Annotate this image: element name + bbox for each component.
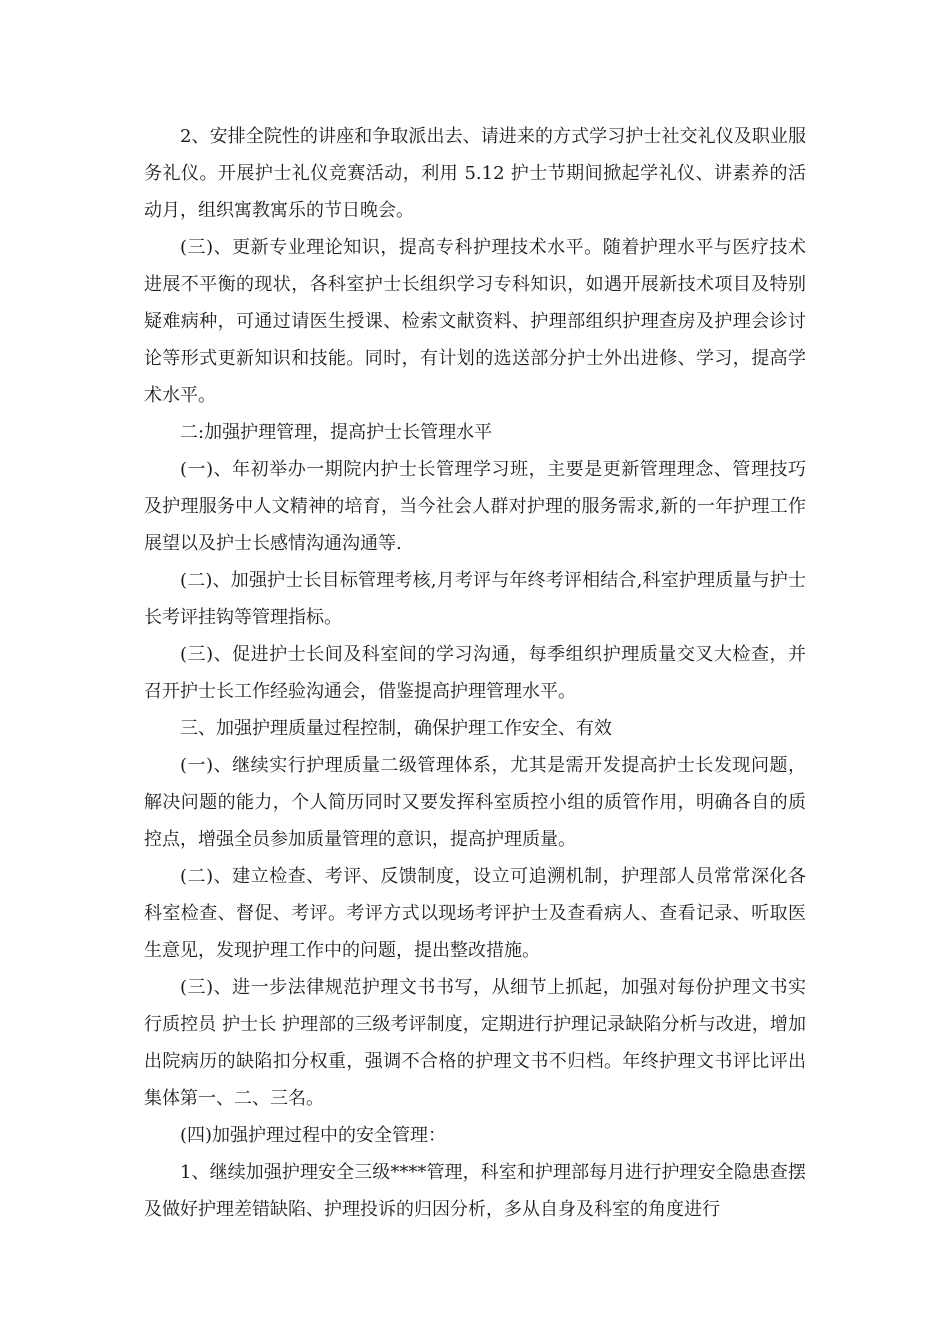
document-body bbox=[144, 118, 806, 1228]
subheading-safety-management: (四)加强护理过程中的安全管理： bbox=[180, 1125, 447, 1146]
paragraph-head-nurse-training: (一)、年初举办一期院内护士长管理学习班，主要是更新管理理念、管理技巧及护理服务中人文精神的培育，当今社会人群对护理的服务需求,新的一年护理工作展望以及护士长感情沟通沟通等. bbox=[144, 459, 806, 554]
paragraph-professional-knowledge: (三)、更新专业理论知识，提高专科护理技术水平。随着护理水平与医疗技术进展不平衡的现状，各科室护士长组织学习专科知识，如遇开展新技术项目及特别疑难病种，可通过请医生授课、检索文献资料、护理部组织护理查房及护理会诊讨论等形式更新知识和技能。同时，有计划的选送部分护士外出进修、学习，提高学术水平。 bbox=[144, 237, 806, 406]
section-heading-management: 二:加强护理管理，提高护士长管理水平 bbox=[180, 422, 493, 443]
paragraph-safety-levels: 1、继续加强护理安全三级****管理，科室和护理部每月进行护理安全隐患查摆及做好护理差错缺陷、护理投诉的归因分析，多从自身及科室的角度进行 bbox=[144, 1162, 806, 1220]
paragraph-quality-system: (一)、继续实行护理质量二级管理体系，尤其是需开发提高护士长发现问题，解决问题的能力，个人简历同时又要发挥科室质控小组的质管作用，明确各自的质控点，增强全员参加质量管理的意识，提高护理质量。 bbox=[144, 755, 806, 850]
paragraph-communication: (三)、促进护士长间及科室间的学习沟通，每季组织护理质量交叉大检查，并召开护士长工作经验沟通会，借鉴提高护理管理水平。 bbox=[144, 644, 806, 702]
paragraph-inspection-system: (二)、建立检查、考评、反馈制度，设立可追溯机制，护理部人员常常深化各科室检查、督促、考评。考评方式以现场考评护士及查看病人、查看记录、听取医生意见，发现护理工作中的问题，提出整改措施。 bbox=[144, 866, 806, 961]
paragraph-documentation: (三)、进一步法律规范护理文书书写，从细节上抓起，加强对每份护理文书实行质控员 护士长 护理部的三级考评制度，定期进行护理记录缺陷分析与改进，增加出院病历的缺陷扣分权重，强调不合格的护理文书不归档。年终护理文书评比评出集体第一、二、三名。 bbox=[144, 977, 806, 1109]
paragraph-etiquette-training: 2、安排全院性的讲座和争取派出去、请进来的方式学习护士社交礼仪及职业服务礼仪。开展护士礼仪竞赛活动，利用 5.12 护士节期间掀起学礼仪、讲素养的活动月，组织寓教寓乐的节日晚会。 bbox=[144, 126, 806, 221]
paragraph-target-assessment: (二)、加强护士长目标管理考核,月考评与年终考评相结合,科室护理质量与护士长考评挂钩等管理指标。 bbox=[144, 570, 806, 628]
section-heading-quality-control: 三、加强护理质量过程控制，确保护理工作安全、有效 bbox=[180, 718, 612, 739]
